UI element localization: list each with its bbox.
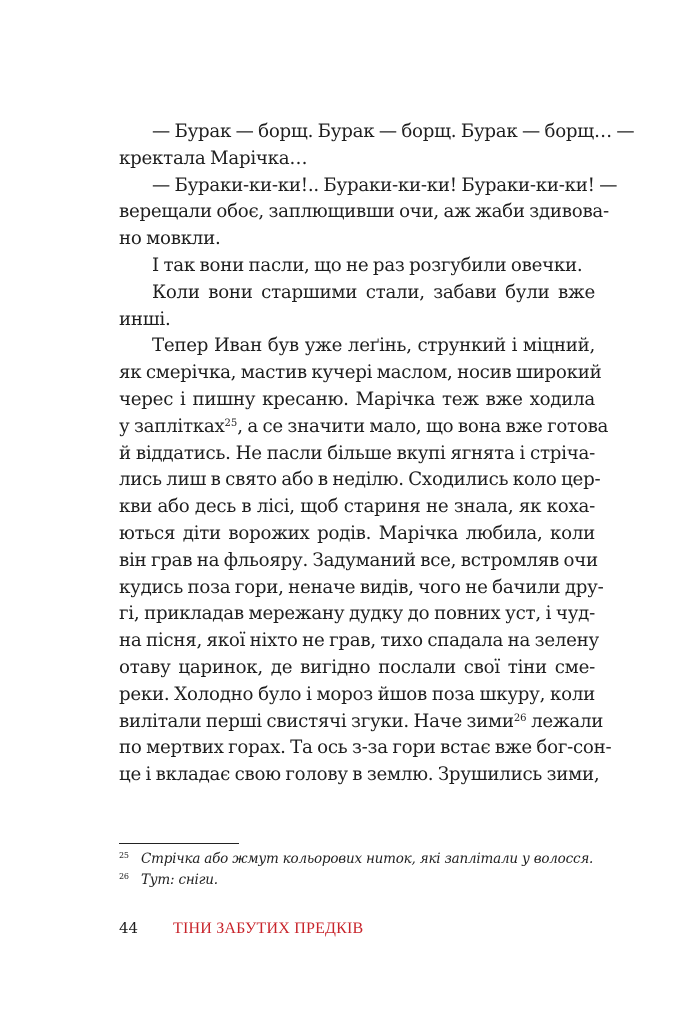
page-body-text <box>119 119 635 789</box>
text-line: но мовкли. <box>119 228 221 250</box>
text-line: І так вони пасли, що не раз розгубили овечки. <box>152 254 583 276</box>
text-line: Коли вони старшими стали, забави були вже <box>152 281 595 303</box>
text-fragment: лежали <box>526 710 604 732</box>
footnote-25 <box>119 846 593 866</box>
text-line: як смерічка, мастив кучері маслом, носив широкий <box>119 362 602 384</box>
text-line: по мертвих горах. Та ось з-за гори встає вже бог-сон- <box>119 737 612 759</box>
text-line: кудись поза гори, неначе видів, чого не бачили дру- <box>119 576 604 598</box>
footnote-ref-25[interactable]: 25 <box>224 417 238 429</box>
footnote-divider <box>119 843 239 844</box>
page-number: 44 <box>119 919 139 937</box>
text-line: черес і пишну кресаню. Марічка теж вже ходила <box>119 388 595 410</box>
text-line: він грав на фльояру. Задуманий все, встромляв очи <box>119 549 598 571</box>
text-line: лись лиш в свято або в неділю. Сходились коло цер- <box>119 469 601 491</box>
text-line: ються діти ворожих родів. Марічка любила, коли <box>119 522 595 544</box>
text-fragment: у заплітках <box>119 415 225 437</box>
text-line: на пісня, якої ніхто не грав, тихо спадала на зелену <box>119 630 600 652</box>
text-fragment: , а се значити мало, що вона вже готова <box>237 415 609 437</box>
text-line: гі, прикладав мережану дудку до повних уст, і чуд- <box>119 603 595 625</box>
footnote-number: 25 <box>119 851 129 860</box>
text-line: кви або десь в лісі, щоб стариня не знала, як коха- <box>119 496 595 518</box>
running-book-title: ТІНИ ЗАБУТИХ ПРЕДКІВ <box>173 920 364 937</box>
footnote-text: Стрічка або жмут кольорових ниток, які заплітали у волосся. <box>141 851 594 867</box>
footnote-number: 26 <box>119 872 129 881</box>
text-line: — Бурак — борщ. Бурак — борщ. Бурак — борщ… — <box>152 121 635 142</box>
text-line: реки. Холодно було і мороз йшов поза шкуру, коли <box>119 683 595 705</box>
text-line: це і вкладає свою голову в землю. Зрушились зими, <box>119 764 600 786</box>
text-line <box>119 414 609 441</box>
footnote-26 <box>119 867 218 887</box>
text-line: верещали обоє, заплющивши очи, аж жаби здивова- <box>119 201 609 223</box>
text-line: — Бураки-ки-ки!.. Бураки-ки-ки! Бураки-ки-ки! — <box>152 174 618 196</box>
text-line: й віддатись. Не пасли більше вкупі ягнята і стріча- <box>119 442 595 464</box>
text-line: инші. <box>119 308 171 330</box>
page-footer <box>119 917 363 939</box>
footnote-ref-26[interactable]: 26 <box>513 712 527 724</box>
text-line: кректала Марічка… <box>119 147 308 169</box>
footnote-text: Тут: сніги. <box>141 872 218 888</box>
text-line: отаву царинок, де вигідно послали свої тіни сме- <box>119 656 595 678</box>
text-fragment: вилітали перші свистячі згуки. Наче зими <box>119 710 514 732</box>
text-line: Тепер Иван був уже леґінь, стрункий і міцний, <box>152 335 595 357</box>
text-line <box>119 709 604 736</box>
